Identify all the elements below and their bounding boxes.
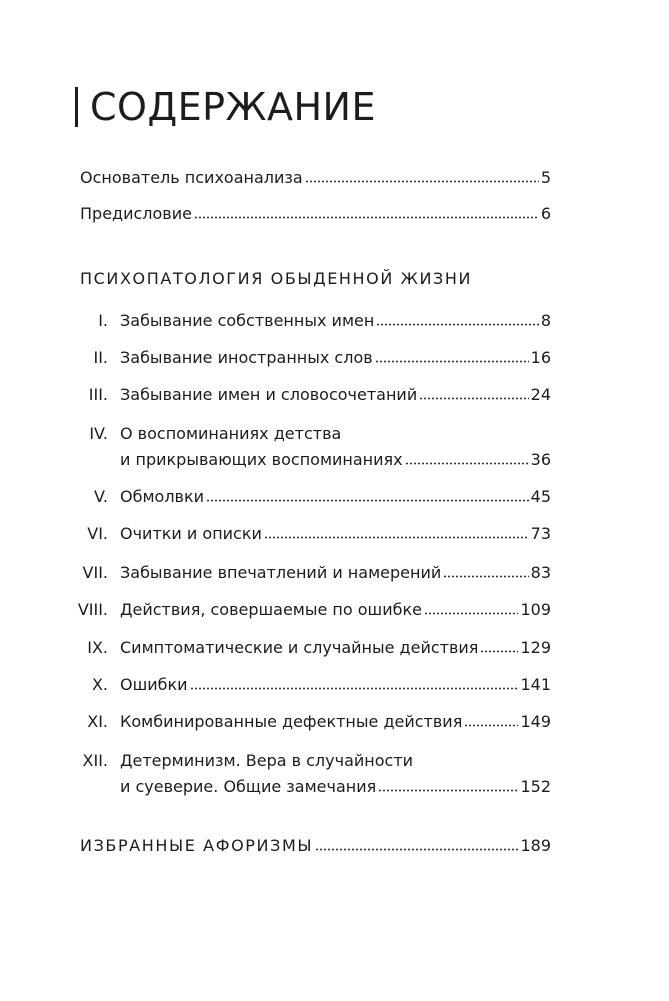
entry-page: 36 [530, 450, 551, 469]
chapter-number: XI. [87, 712, 108, 731]
dot-leader [315, 839, 518, 851]
entry-page: 149 [520, 712, 551, 731]
entry-page: 189 [520, 836, 551, 855]
entry-label: Симптоматические и случайные действия [120, 638, 479, 657]
chapter-number: X. [91, 675, 108, 694]
toc-entry-aphorisms[interactable] [80, 836, 551, 856]
entry-label: Действия, совершаемые по ошибке [120, 600, 422, 619]
entry-page: 8 [540, 311, 551, 330]
dot-leader [419, 388, 528, 400]
toc-entry-chapter-1[interactable] [120, 311, 551, 331]
entry-label: и прикрывающих воспоминаниях [120, 450, 403, 469]
entry-label: Обмолвки [120, 487, 205, 506]
entry-page: 141 [520, 675, 551, 694]
entry-page: 24 [530, 385, 551, 404]
toc-entry-chapter-3[interactable] [120, 385, 551, 405]
entry-page: 83 [530, 563, 551, 582]
toc-entry-chapter-8[interactable] [120, 600, 551, 620]
dot-leader [405, 453, 529, 465]
dot-leader [424, 603, 518, 615]
dot-leader [376, 314, 539, 326]
toc-entry-chapter-11[interactable] [120, 712, 551, 732]
dot-leader [443, 566, 528, 578]
entry-label: ИЗБРАННЫЕ АФОРИЗМЫ [80, 836, 314, 855]
entry-label: Основатель психоанализа [80, 168, 303, 187]
entry-page: 109 [520, 600, 551, 619]
entry-label: Забывание впечатлений и намерений [120, 563, 442, 582]
entry-page: 152 [520, 777, 551, 796]
toc-entry-chapter-5[interactable] [120, 487, 551, 507]
section-heading: ПСИХОПАТОЛОГИЯ ОБЫДЕННОЙ ЖИЗНИ [80, 269, 473, 288]
entry-label-line1: Детерминизм. Вера в случайности [120, 751, 414, 770]
toc-entry-founder[interactable] [80, 168, 551, 188]
entry-label: Забывание собственных имен [120, 311, 375, 330]
entry-page: 129 [520, 638, 551, 657]
toc-entry-chapter-9[interactable] [120, 638, 551, 658]
entry-label: Забывание иностранных слов [120, 348, 373, 367]
chapter-number: IX. [87, 638, 108, 657]
dot-leader [194, 207, 539, 219]
dot-leader [264, 527, 529, 539]
dot-leader [206, 490, 529, 502]
chapter-number: I. [98, 311, 108, 330]
dot-leader [464, 715, 518, 727]
entry-label: и суеверие. Общие замечания [120, 777, 377, 796]
entry-page: 6 [540, 204, 551, 223]
chapter-number: VI. [87, 524, 108, 543]
chapter-number: XII. [82, 751, 108, 770]
dot-leader [480, 641, 518, 653]
chapter-number: V. [94, 487, 108, 506]
title-bar [75, 87, 78, 127]
chapter-number: IV. [89, 424, 108, 443]
entry-label: Комбинированные дефектные действия [120, 712, 463, 731]
chapter-number: III. [88, 385, 108, 404]
entry-label: Предисловие [80, 204, 192, 223]
entry-page: 45 [530, 487, 551, 506]
entry-label: Ошибки [120, 675, 188, 694]
toc-entry-preface[interactable] [80, 204, 551, 224]
entry-page: 16 [530, 348, 551, 367]
chapter-number: VII. [82, 563, 108, 582]
toc-entry-chapter-4[interactable] [120, 450, 551, 470]
dot-leader [378, 780, 518, 792]
toc-entry-chapter-12[interactable] [120, 777, 551, 797]
entry-label: Забывание имен и словосочетаний [120, 385, 418, 404]
page-title [75, 82, 376, 132]
toc-entry-chapter-10[interactable] [120, 675, 551, 695]
toc-entry-chapter-7[interactable] [120, 563, 551, 583]
dot-leader [305, 171, 539, 183]
entry-page: 5 [540, 168, 551, 187]
chapter-number: II. [93, 348, 108, 367]
dot-leader [375, 351, 529, 363]
entry-label-line1: О воспоминаниях детства [120, 424, 342, 443]
entry-label: Очитки и описки [120, 524, 262, 543]
toc-entry-chapter-2[interactable] [120, 348, 551, 368]
toc-entry-chapter-6[interactable] [120, 524, 551, 544]
chapter-number: VIII. [77, 600, 108, 619]
dot-leader [190, 678, 519, 690]
entry-page: 73 [530, 524, 551, 543]
title-text: СОДЕРЖАНИЕ [90, 85, 376, 129]
